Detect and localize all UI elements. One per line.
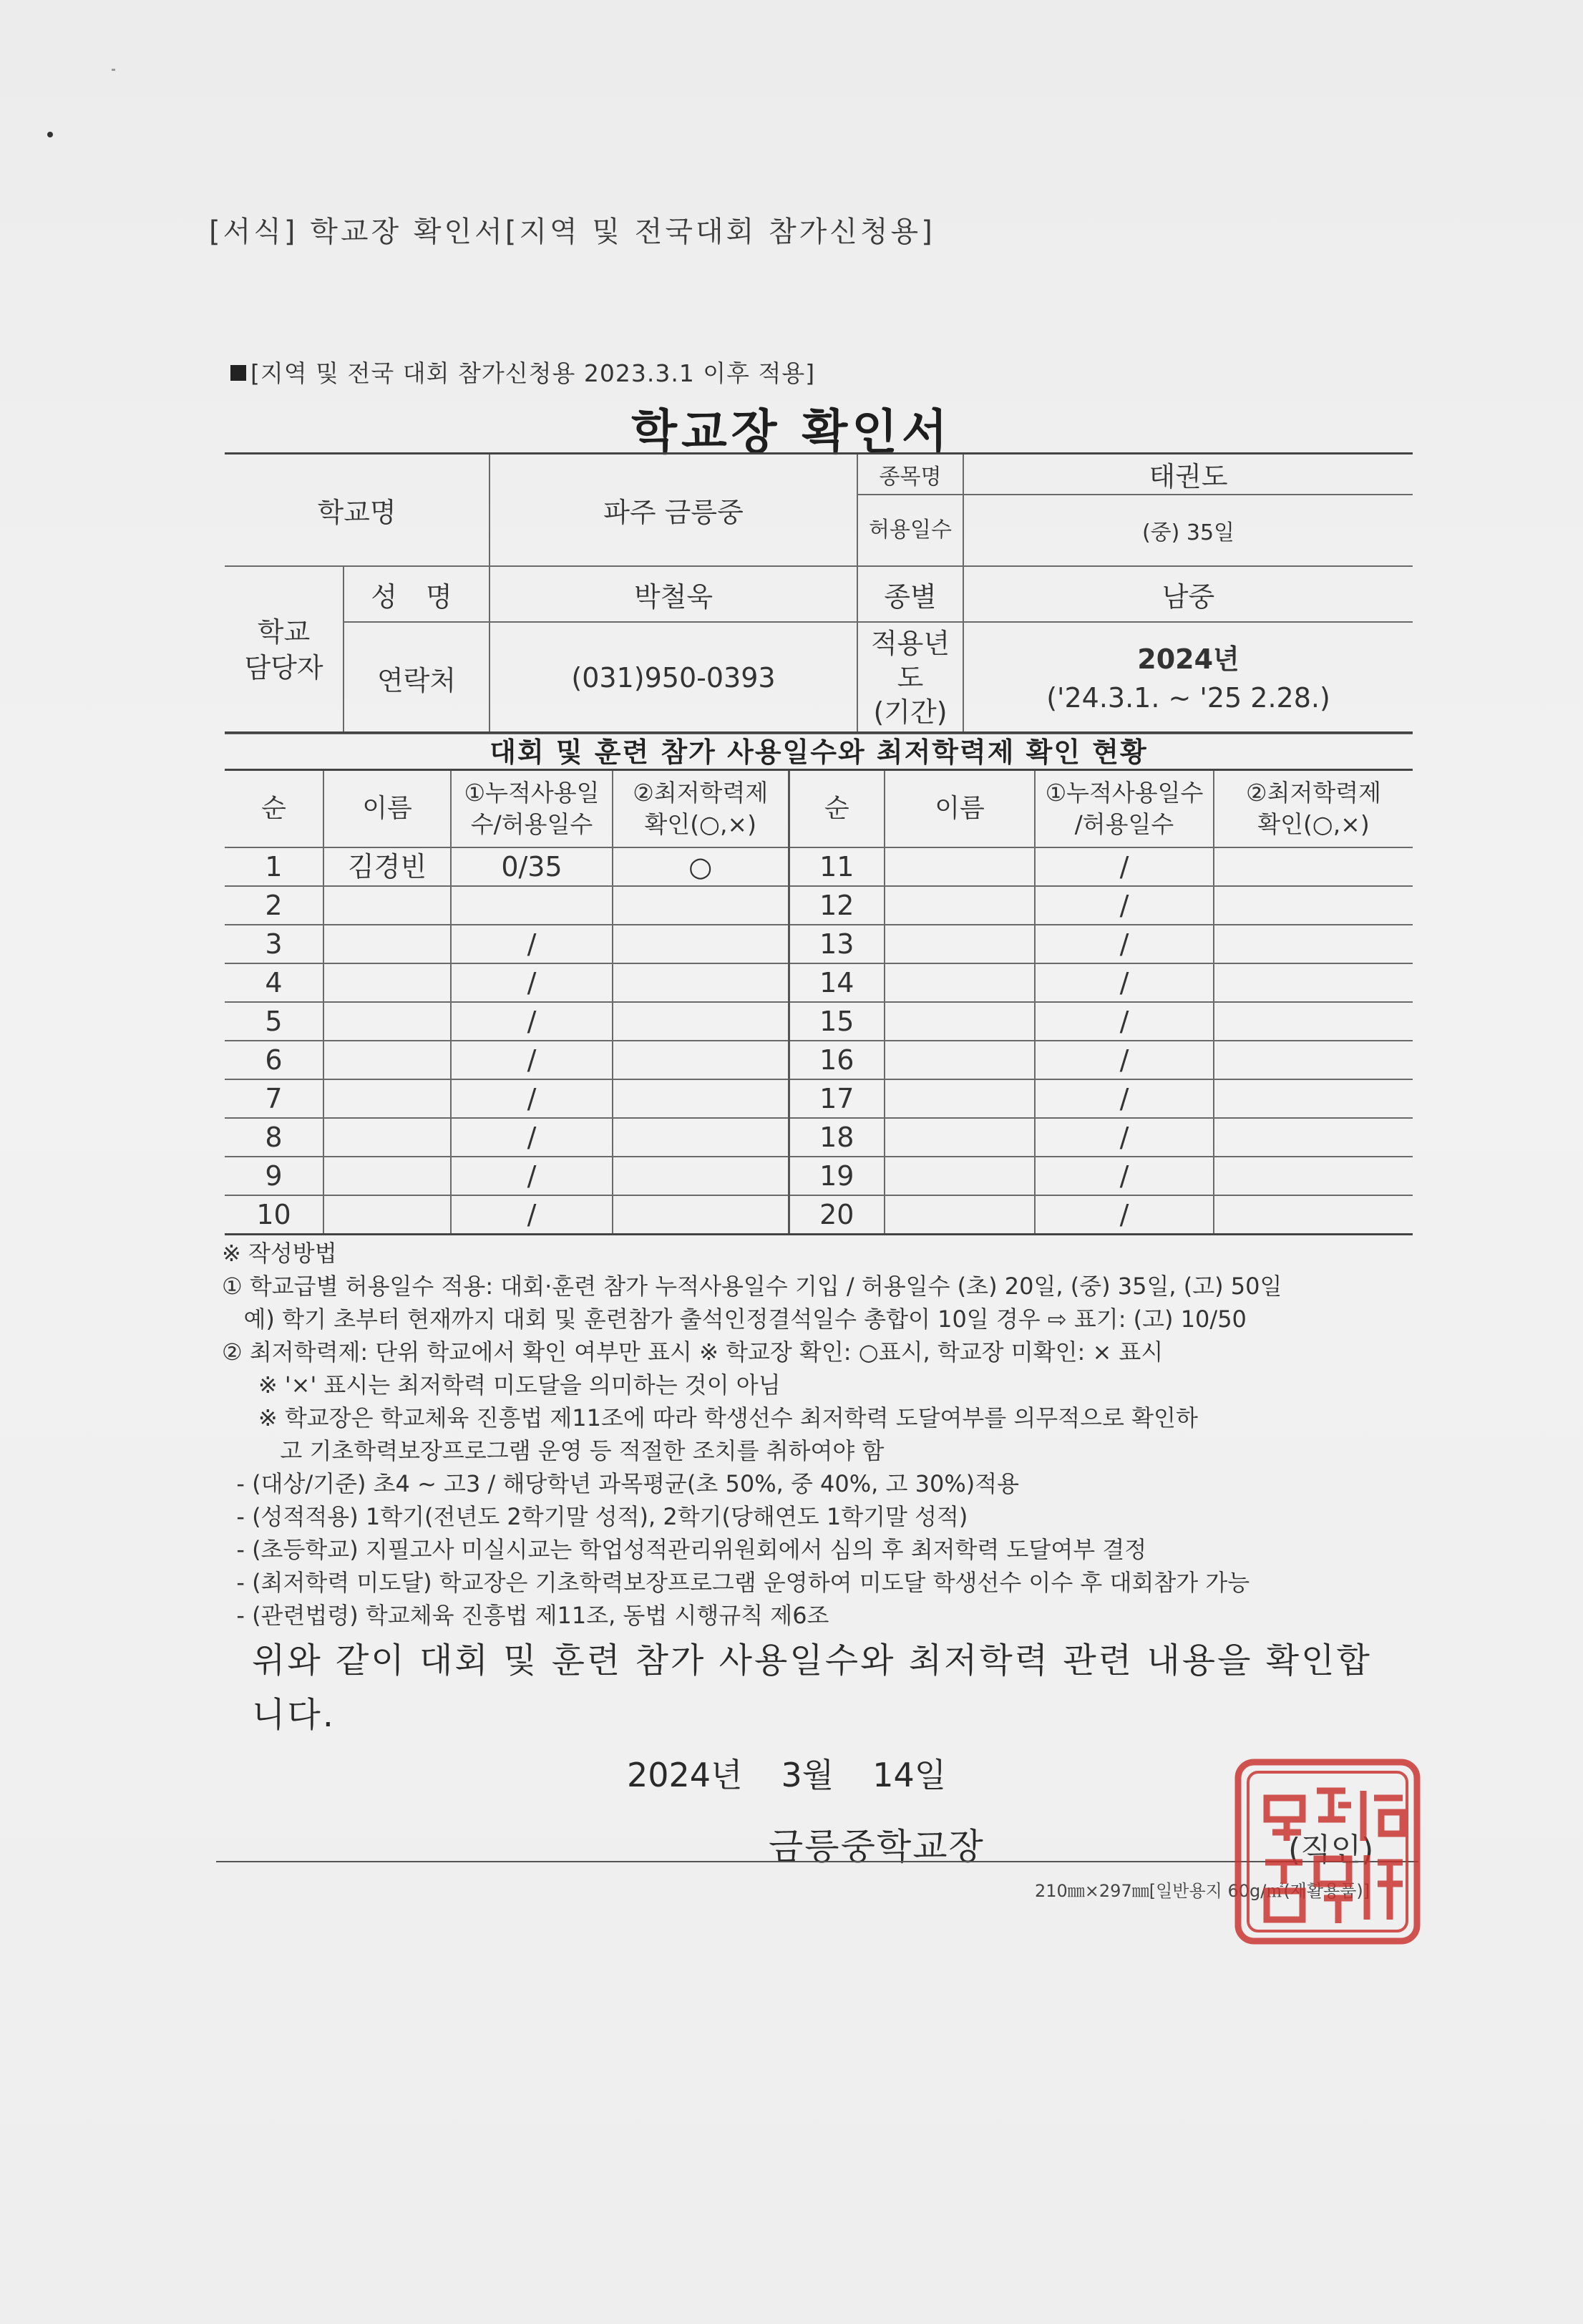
cell-name [885, 1002, 1035, 1041]
table-row [225, 925, 1413, 963]
table-row [225, 1157, 1413, 1195]
cell-days: / [1035, 963, 1214, 1002]
cell-days: / [1035, 886, 1214, 925]
cell-name [323, 886, 451, 925]
table-row [225, 1195, 1413, 1235]
allowed-days-label: 허용일수 [857, 495, 963, 566]
name-value: 박철욱 [489, 566, 857, 622]
table-row [225, 1118, 1413, 1157]
cell-days: / [451, 963, 613, 1002]
category-value: 남중 [963, 566, 1413, 622]
name-label: 성 명 [344, 566, 489, 622]
square-bullet-icon [230, 365, 246, 381]
cell-check [613, 1079, 789, 1118]
school-value: 파주 금릉중 [489, 454, 857, 567]
cell-check [1214, 1002, 1413, 1041]
col-no: 순 [225, 770, 323, 848]
confirm-text: 위와 같이 대회 및 훈련 참가 사용일수와 최저학력 관련 내용을 확인합니다. [252, 1640, 1372, 1735]
section-title: 대회 및 훈련 참가 사용일수와 최저학력제 확인 현황 [225, 731, 1413, 771]
cell-name [885, 886, 1035, 925]
col-name: 이름 [885, 770, 1035, 848]
cell-check [613, 1002, 789, 1041]
cell-name [323, 963, 451, 1002]
contact-label: 연락처 [344, 622, 489, 734]
table-row [225, 1079, 1413, 1118]
note-line: 예) 학기 초부터 현재까지 대회 및 훈련참가 출석인정결석일수 총합이 10일 경우 ⇨ 표기: (고) 10/50 [222, 1306, 1247, 1333]
cell-days: / [451, 1002, 613, 1041]
cell-days: / [451, 1118, 613, 1157]
cell-name [885, 1041, 1035, 1079]
official-seal-icon [1231, 1755, 1424, 1948]
table-row [225, 1041, 1413, 1079]
cell-check [613, 1195, 789, 1235]
cell-check [1214, 886, 1413, 925]
col-days: ①누적사용일수 /허용일수 [1035, 770, 1214, 848]
cell-check [1214, 1079, 1413, 1118]
table-row [225, 963, 1413, 1002]
cell-days: / [451, 1079, 613, 1118]
cell-check [1214, 1195, 1413, 1235]
document-title: 학교장 확인서 [631, 404, 952, 460]
cell-no: 13 [789, 925, 885, 963]
cell-name [885, 925, 1035, 963]
cell-days: / [1035, 1079, 1214, 1118]
participation-table [225, 769, 1413, 1235]
cell-check [613, 1118, 789, 1157]
cell-no: 5 [225, 1002, 323, 1041]
cell-check [1214, 925, 1413, 963]
cell-check [1214, 1157, 1413, 1195]
cell-name: 김경빈 [323, 847, 451, 886]
cell-days: / [1035, 1041, 1214, 1079]
cell-name [323, 1002, 451, 1041]
col-check: ②최저학력제 확인(○,×) [613, 770, 789, 848]
cell-no: 10 [225, 1195, 323, 1235]
cell-no: 12 [789, 886, 885, 925]
table-row [225, 1002, 1413, 1041]
cell-check [1214, 1118, 1413, 1157]
cell-name [323, 1079, 451, 1118]
cell-no: 14 [789, 963, 885, 1002]
cell-check [1214, 963, 1413, 1002]
note-line: ※ 학교장은 학교체육 진흥법 제11조에 따라 학생선수 최저학력 도달여부를 의무적으로 확인하 [222, 1404, 1198, 1431]
cell-days: / [451, 1195, 613, 1235]
cell-no: 2 [225, 886, 323, 925]
principal-name: 금릉중학교장 [769, 1826, 985, 1867]
cell-no: 20 [789, 1195, 885, 1235]
cell-no: 4 [225, 963, 323, 1002]
note-line: ※ 작성방법 [222, 1240, 337, 1267]
cell-days: / [451, 925, 613, 963]
note-line: ※ '×' 표시는 최저학력 미도달을 의미하는 것이 아님 [222, 1371, 781, 1399]
cell-name [323, 925, 451, 963]
year-cell [963, 622, 1413, 734]
cell-no: 8 [225, 1118, 323, 1157]
cell-name [885, 1157, 1035, 1195]
info-table [225, 452, 1413, 734]
cell-days: / [1035, 1002, 1214, 1041]
note-line: - (초등학교) 지필고사 미실시교는 학업성적관리위원회에서 심의 후 최저학력 도달여부 결정 [222, 1536, 1147, 1563]
cell-no: 18 [789, 1118, 885, 1157]
cell-days [451, 886, 613, 925]
cell-name [885, 847, 1035, 886]
date-day: 14일 [872, 1756, 947, 1794]
note-line: ① 학교급별 허용일수 적용: 대회·훈련 참가 누적사용일수 기입 / 허용일수 (초) 20일, (중) 35일, (고) 50일 [222, 1273, 1282, 1300]
category-label: 종별 [857, 566, 963, 622]
cell-check [613, 925, 789, 963]
cell-no: 11 [789, 847, 885, 886]
cell-no: 17 [789, 1079, 885, 1118]
manager-label: 학교 담당자 [225, 566, 344, 734]
cell-days: / [451, 1157, 613, 1195]
table-row [225, 886, 1413, 925]
cell-days: / [1035, 1195, 1214, 1235]
col-name: 이름 [323, 770, 451, 848]
note-line: - (관련법령) 학교체육 진흥법 제11조, 동법 시행규칙 제6조 [222, 1602, 829, 1629]
note-line: - (성적적용) 1학기(전년도 2학기말 성적), 2학기(당해연도 1학기말 성적) [222, 1503, 968, 1530]
cell-no: 16 [789, 1041, 885, 1079]
paper-spec: 210㎜×297㎜[일반용지 60g/㎡(재활용품)] [1035, 1881, 1370, 1901]
ink-speck [112, 69, 115, 71]
applies-note [230, 355, 815, 389]
date [627, 1749, 985, 1797]
col-check: ②최저학력제 확인(○,×) [1214, 770, 1413, 848]
note-line: ② 최저학력제: 단위 학교에서 확인 여부만 표시 ※ 학교장 확인: ○표시, 학교장 미확인: × 표시 [222, 1338, 1164, 1366]
cell-name [885, 1195, 1035, 1235]
cell-check: ○ [613, 847, 789, 886]
cell-no: 19 [789, 1157, 885, 1195]
cell-no: 9 [225, 1157, 323, 1195]
cell-days: / [451, 1041, 613, 1079]
date-month: 3월 [781, 1756, 834, 1794]
period-value: ('24.3.1. ~ '25 2.28.) [1046, 682, 1330, 714]
cell-name [323, 1195, 451, 1235]
school-label: 학교명 [225, 454, 489, 567]
cell-no: 6 [225, 1041, 323, 1079]
cell-name [323, 1041, 451, 1079]
form-label: [서식] 학교장 확인서[지역 및 전국대회 참가신청용] [209, 215, 935, 248]
cell-name [885, 1118, 1035, 1157]
allowed-days-value: (중) 35일 [963, 495, 1413, 566]
seal-mark-label: (직인) [1288, 1832, 1374, 1868]
event-value: 태권도 [963, 454, 1413, 495]
cell-name [885, 1079, 1035, 1118]
cell-days: 0/35 [451, 847, 613, 886]
applies-note-text: [지역 및 전국 대회 참가신청용 2023.3.1 이후 적용] [250, 359, 816, 387]
cell-name [323, 1118, 451, 1157]
event-label: 종목명 [857, 454, 963, 495]
cell-name [323, 1157, 451, 1195]
ink-speck [47, 132, 53, 137]
year-label: 적용년도 (기간) [857, 622, 963, 734]
note-line: - (대상/기준) 초4 ~ 고3 / 해당학년 과목평균(초 50%, 중 40%, 고 30%)적용 [222, 1470, 1020, 1497]
cell-days: / [1035, 925, 1214, 963]
col-days: ①누적사용일 수/허용일수 [451, 770, 613, 848]
cell-no: 15 [789, 1002, 885, 1041]
cell-days: / [1035, 847, 1214, 886]
cell-no: 3 [225, 925, 323, 963]
cell-days: / [1035, 1157, 1214, 1195]
cell-days: / [1035, 1118, 1214, 1157]
col-no: 순 [789, 770, 885, 848]
cell-check [1214, 847, 1413, 886]
date-year: 2024년 [627, 1756, 743, 1794]
cell-check [613, 1041, 789, 1079]
notes [222, 1237, 1438, 1632]
contact-value: (031)950-0393 [489, 622, 857, 734]
cell-check [613, 886, 789, 925]
cell-no: 7 [225, 1079, 323, 1118]
table-row [225, 847, 1413, 886]
note-line: 고 기초학력보장프로그램 운영 등 적절한 조치를 취하여야 함 [222, 1437, 885, 1464]
note-line: - (최저학력 미도달) 학교장은 기초학력보장프로그램 운영하여 미도달 학생선수 이수 후 대회참가 가능 [222, 1569, 1250, 1596]
cell-check [613, 963, 789, 1002]
cell-name [885, 963, 1035, 1002]
cell-check [1214, 1041, 1413, 1079]
year-value: 2024년 [1137, 643, 1239, 675]
cell-check [613, 1157, 789, 1195]
cell-no: 1 [225, 847, 323, 886]
